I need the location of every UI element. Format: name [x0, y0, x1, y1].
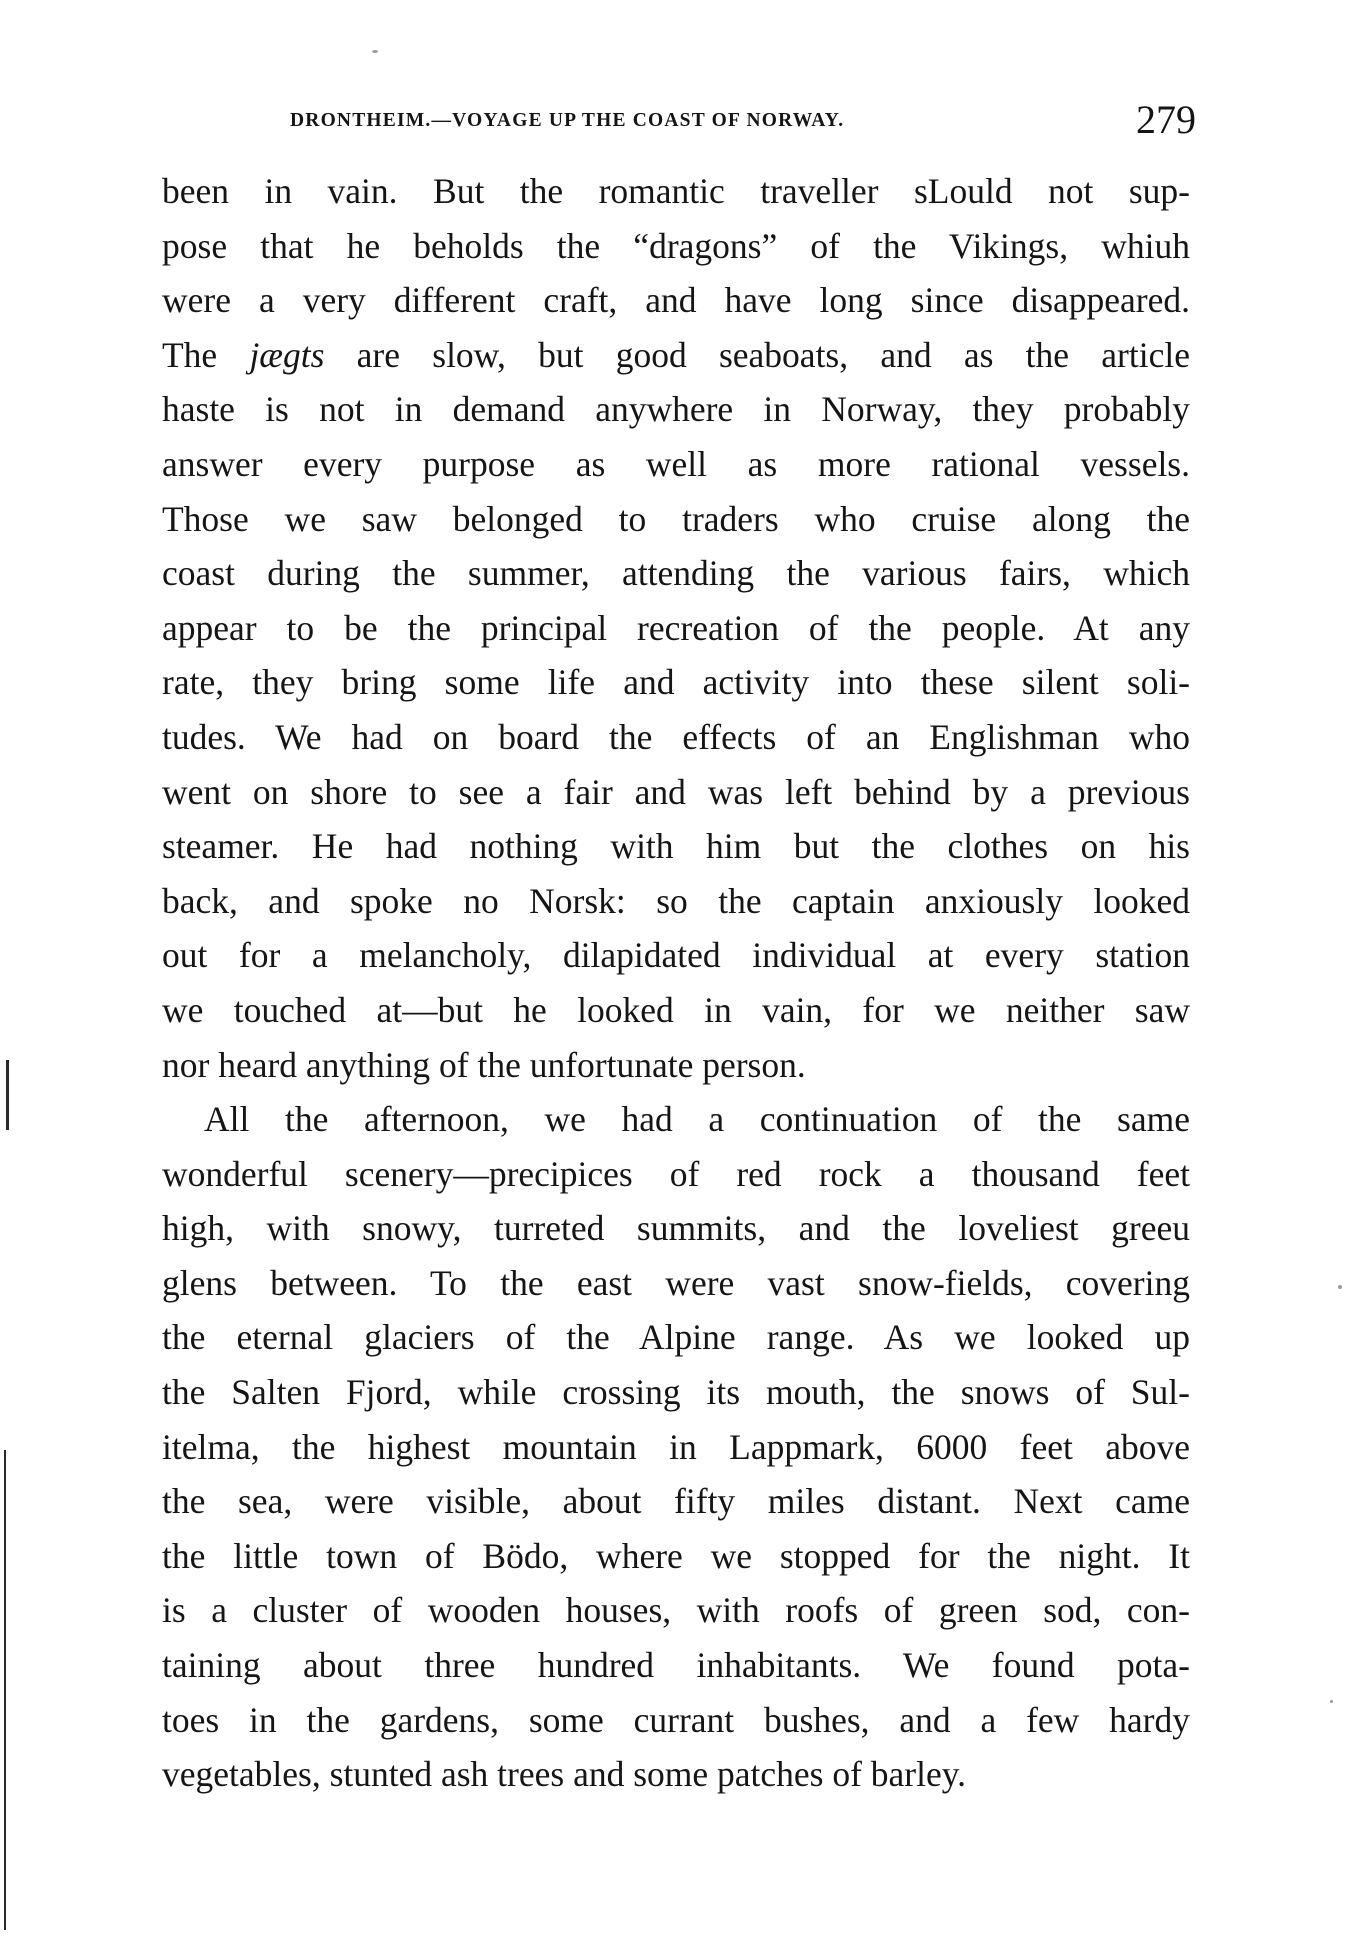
- text-line: we touched at—but he looked in vain, for we neither saw: [162, 989, 1190, 1030]
- text-line: went on shore to see a fair and was left behind by a previous: [162, 771, 1190, 812]
- text-line: tudes. We had on board the effects of an Englishman who: [162, 716, 1190, 757]
- text-line: pose that he beholds the “dragons” of the Vikings, whiuh: [162, 225, 1190, 266]
- text-line: [162, 328, 1190, 383]
- text-line: the sea, were visible, about fifty miles distant. Next came: [162, 1481, 1190, 1522]
- text-line: itelma, the highest mountain in Lappmark, 6000 feet above: [162, 1426, 1190, 1467]
- scan-speck: [1338, 1285, 1342, 1289]
- text-line: back, and spoke no Norsk: so the captain anxiously looked: [162, 880, 1190, 921]
- text-line: wonderful scenery—precipices of red rock a thousand feet: [162, 1153, 1190, 1194]
- text-line: Those we saw belonged to traders who cruise along the: [162, 498, 1190, 539]
- text-line: coast during the summer, attending the various fairs, which: [162, 553, 1190, 594]
- scan-speck: [372, 50, 378, 53]
- text-fragment: are slow, but good seaboats, and as the article: [324, 334, 1190, 375]
- paragraph-2: [162, 1092, 1190, 1802]
- page-number: 279: [1136, 97, 1196, 142]
- scan-speck: [1330, 1700, 1333, 1703]
- text-line: answer every purpose as well as more rational vessels.: [162, 443, 1190, 484]
- text-line: steamer. He had nothing with him but the clothes on his: [162, 826, 1190, 867]
- text-line: is a cluster of wooden houses, with roofs of green sod, con-: [162, 1590, 1190, 1631]
- text-line: rate, they bring some life and activity into these silent soli-: [162, 662, 1190, 703]
- text-line: been in vain. But the romantic traveller sLould not sup-: [162, 171, 1190, 211]
- text-line: toes in the gardens, some currant bushes, and a few hardy: [162, 1699, 1190, 1740]
- italic-term: jægts: [249, 334, 325, 375]
- binding-edge-mark: [4, 1450, 6, 1930]
- text-line: haste is not in demand anywhere in Norway, they probably: [162, 389, 1190, 430]
- text-line: out for a melancholy, dilapidated individual at every station: [162, 935, 1190, 976]
- text-line: appear to be the principal recreation of the people. At any: [162, 607, 1190, 648]
- binding-edge-mark: [6, 1060, 9, 1130]
- running-title: DRONTHEIM.—VOYAGE UP THE COAST OF NORWAY.: [290, 110, 845, 131]
- text-line: taining about three hundred inhabitants. We found pota-: [162, 1645, 1190, 1686]
- text-line: All the afternoon, we had a continuation of the same: [204, 1099, 1190, 1140]
- body-text: [162, 164, 1190, 1802]
- paragraph-1: [162, 164, 1190, 1092]
- text-fragment: The: [162, 334, 250, 375]
- text-line: the eternal glaciers of the Alpine range. As we looked up: [162, 1317, 1190, 1358]
- text-line: glens between. To the east were vast snow-fields, covering: [162, 1262, 1190, 1303]
- text-line: the little town of Bödo, where we stopped for the night. It: [162, 1535, 1190, 1576]
- text-line: high, with snowy, turreted summits, and the loveliest greeu: [162, 1208, 1190, 1249]
- running-head: [290, 96, 1196, 146]
- text-line: were a very different craft, and have long since disappeared.: [162, 280, 1190, 321]
- text-line: vegetables, stunted ash trees and some patches of barley.: [162, 1754, 967, 1795]
- text-line: nor heard anything of the unfortunate person.: [162, 1044, 806, 1085]
- text-line: the Salten Fjord, while crossing its mouth, the snows of Sul-: [162, 1372, 1190, 1413]
